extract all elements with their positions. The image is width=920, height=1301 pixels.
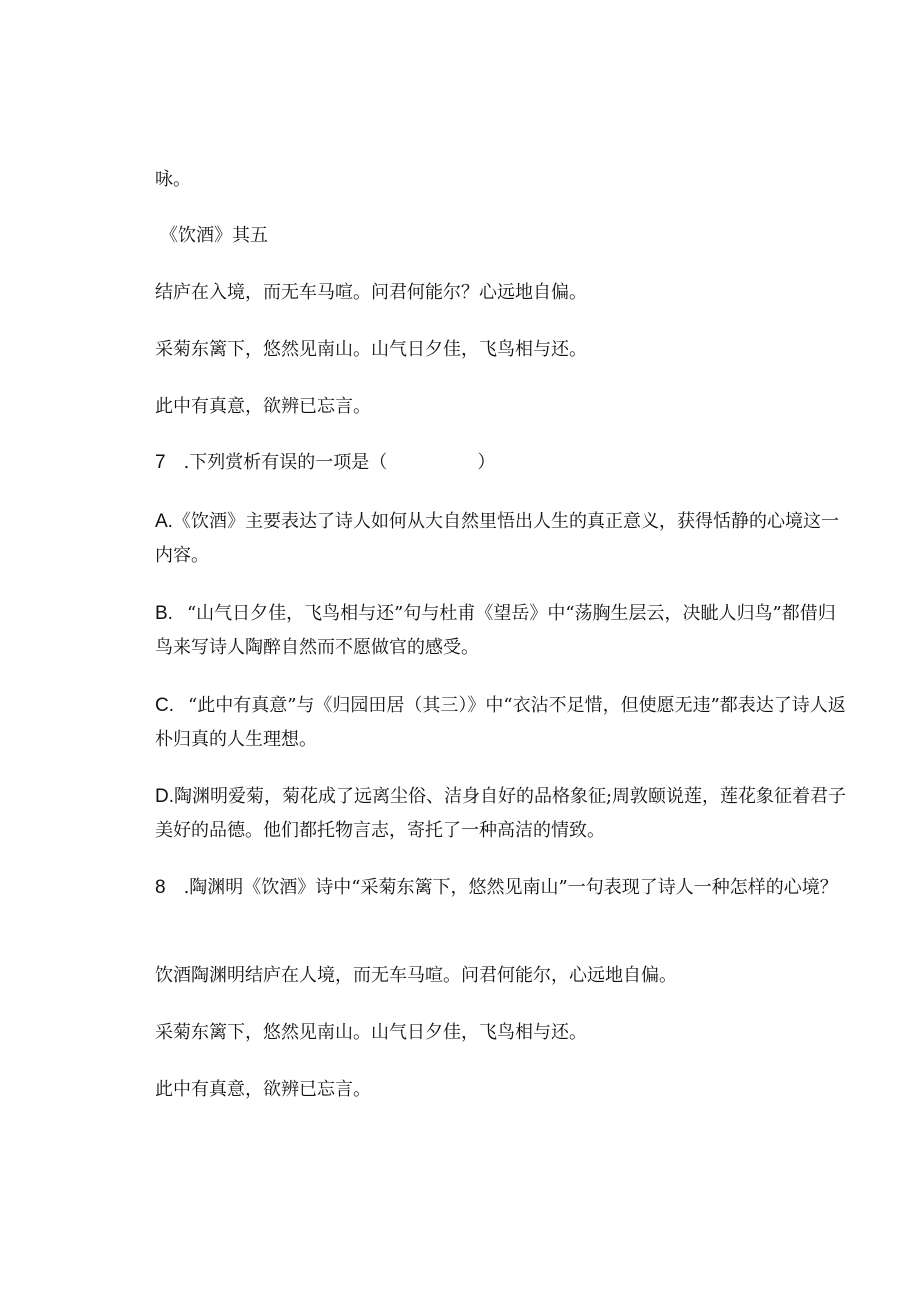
question-number: 7 (155, 452, 166, 473)
poem-line: 此中有真意，欲辨已忘言。 (155, 1079, 371, 1100)
answer-bracket-close: ） (477, 452, 496, 473)
question-8 (155, 871, 850, 905)
option-b (155, 597, 850, 665)
poem-line: 采菊东篱下，悠然见南山。山气日夕佳，飞鸟相与还。 (155, 1022, 587, 1043)
question-stem: .下列赏析有误的一项是（ (183, 452, 388, 473)
option-d (155, 780, 850, 848)
option-text: “山气日夕佳，飞鸟相与还”句与杜甫《望岳》中“荡胸生层云，决眦人归鸟”都借归鸟来写诗人陶醉自然而不愿做官的感受。 (155, 603, 836, 658)
option-text: “此中有真意”与《归园田居（其三）》中“衣沾不足惜，但使愿无违”都表达了诗人返朴归真的人生理想。 (155, 695, 846, 750)
text-line: 咏。 (155, 169, 191, 190)
option-label: D. (155, 786, 174, 807)
poem-line: 此中有真意，欲辨已忘言。 (155, 396, 371, 417)
option-a (155, 505, 850, 573)
poem-line: 饮酒陶渊明结庐在人境，而无车马喧。问君何能尔，心远地自偏。 (155, 965, 677, 986)
option-text: 《饮酒》主要表达了诗人如何从大自然里悟出人生的真正意义，获得恬静的心境这一内容。 (155, 511, 839, 566)
question-stem: .陶渊明《饮酒》诗中“采菊东篱下，悠然见南山”一句表现了诗人一种怎样的心境？ (183, 877, 838, 898)
option-c (155, 689, 850, 757)
option-text: 陶渊明爱菊，菊花成了远离尘俗、洁身自好的品格象征;周敦颐说莲，莲花象征着君子美好的品德。他们都托物言志，寄托了一种高洁的情致。 (155, 786, 847, 841)
option-label: C. (155, 695, 174, 716)
question-7 (155, 453, 495, 473)
question-number: 8 (155, 877, 166, 898)
option-label: B. (155, 603, 173, 624)
poem-line: 结庐在入境，而无车马喧。问君何能尔？心远地自偏。 (155, 282, 587, 303)
option-label: A. (155, 511, 173, 532)
poem-line: 采菊东篱下，悠然见南山。山气日夕佳，飞鸟相与还。 (155, 339, 587, 360)
poem-title: 《饮酒》其五 (160, 225, 268, 246)
